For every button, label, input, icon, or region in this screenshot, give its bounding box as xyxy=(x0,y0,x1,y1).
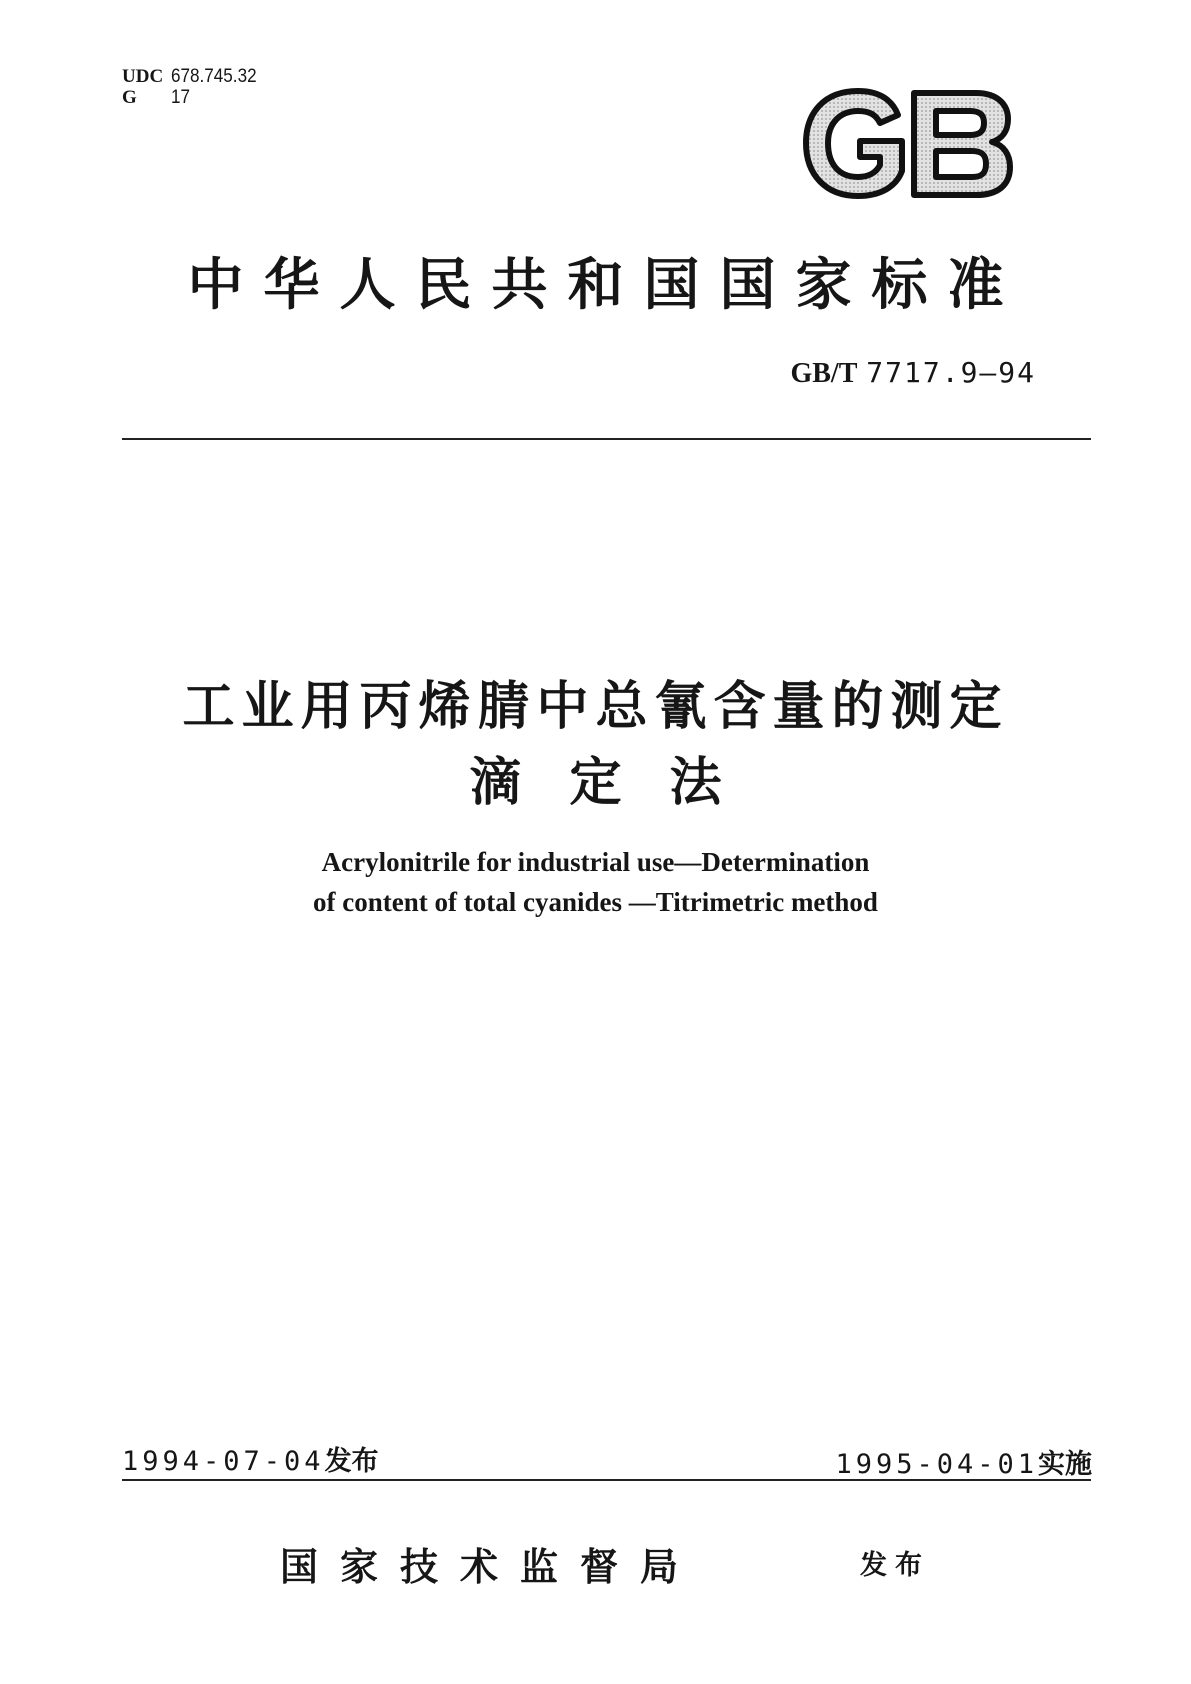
classification-codes xyxy=(122,66,266,108)
issue-date xyxy=(122,1439,379,1478)
effective-date-value: 1995-04-01 xyxy=(835,1449,1038,1480)
chinese-title-line-2: 滴定法 xyxy=(469,753,770,813)
issue-date-label: 发布 xyxy=(324,1446,379,1477)
bottom-divider xyxy=(122,1479,1091,1481)
standard-number xyxy=(790,356,1036,390)
effective-date-label: 实施 xyxy=(1038,1449,1092,1480)
class-label: G xyxy=(122,87,137,108)
class-line xyxy=(122,87,266,108)
english-title-line-1: Acrylonitrile for industrial use—Determination xyxy=(321,847,870,877)
udc-line xyxy=(122,66,266,87)
chinese-title-line-1: 工业用丙烯腈中总氰含量的测定 xyxy=(182,677,1009,737)
standard-prefix: GB/T xyxy=(790,358,858,389)
english-title-line-2: of content of total cyanides —Titrimetric method xyxy=(313,887,878,917)
top-divider xyxy=(122,438,1091,440)
udc-value: 678.745.32 xyxy=(170,66,257,87)
logo-letter-b xyxy=(914,93,1010,195)
issuing-action: 发布 xyxy=(860,1550,930,1581)
class-value: 17 xyxy=(170,87,190,108)
issuing-authority: 国家技术监督局 xyxy=(280,1544,701,1589)
effective-date xyxy=(835,1442,1092,1481)
udc-label: UDC xyxy=(122,66,164,87)
logo-letter-g xyxy=(806,91,902,196)
gb-logo xyxy=(800,85,1015,202)
standard-code: 7717.9—94 xyxy=(866,356,1036,389)
national-standard-heading: 中华人民共和国国家标准 xyxy=(187,252,1024,318)
issue-date-value: 1994-07-04 xyxy=(122,1446,325,1477)
